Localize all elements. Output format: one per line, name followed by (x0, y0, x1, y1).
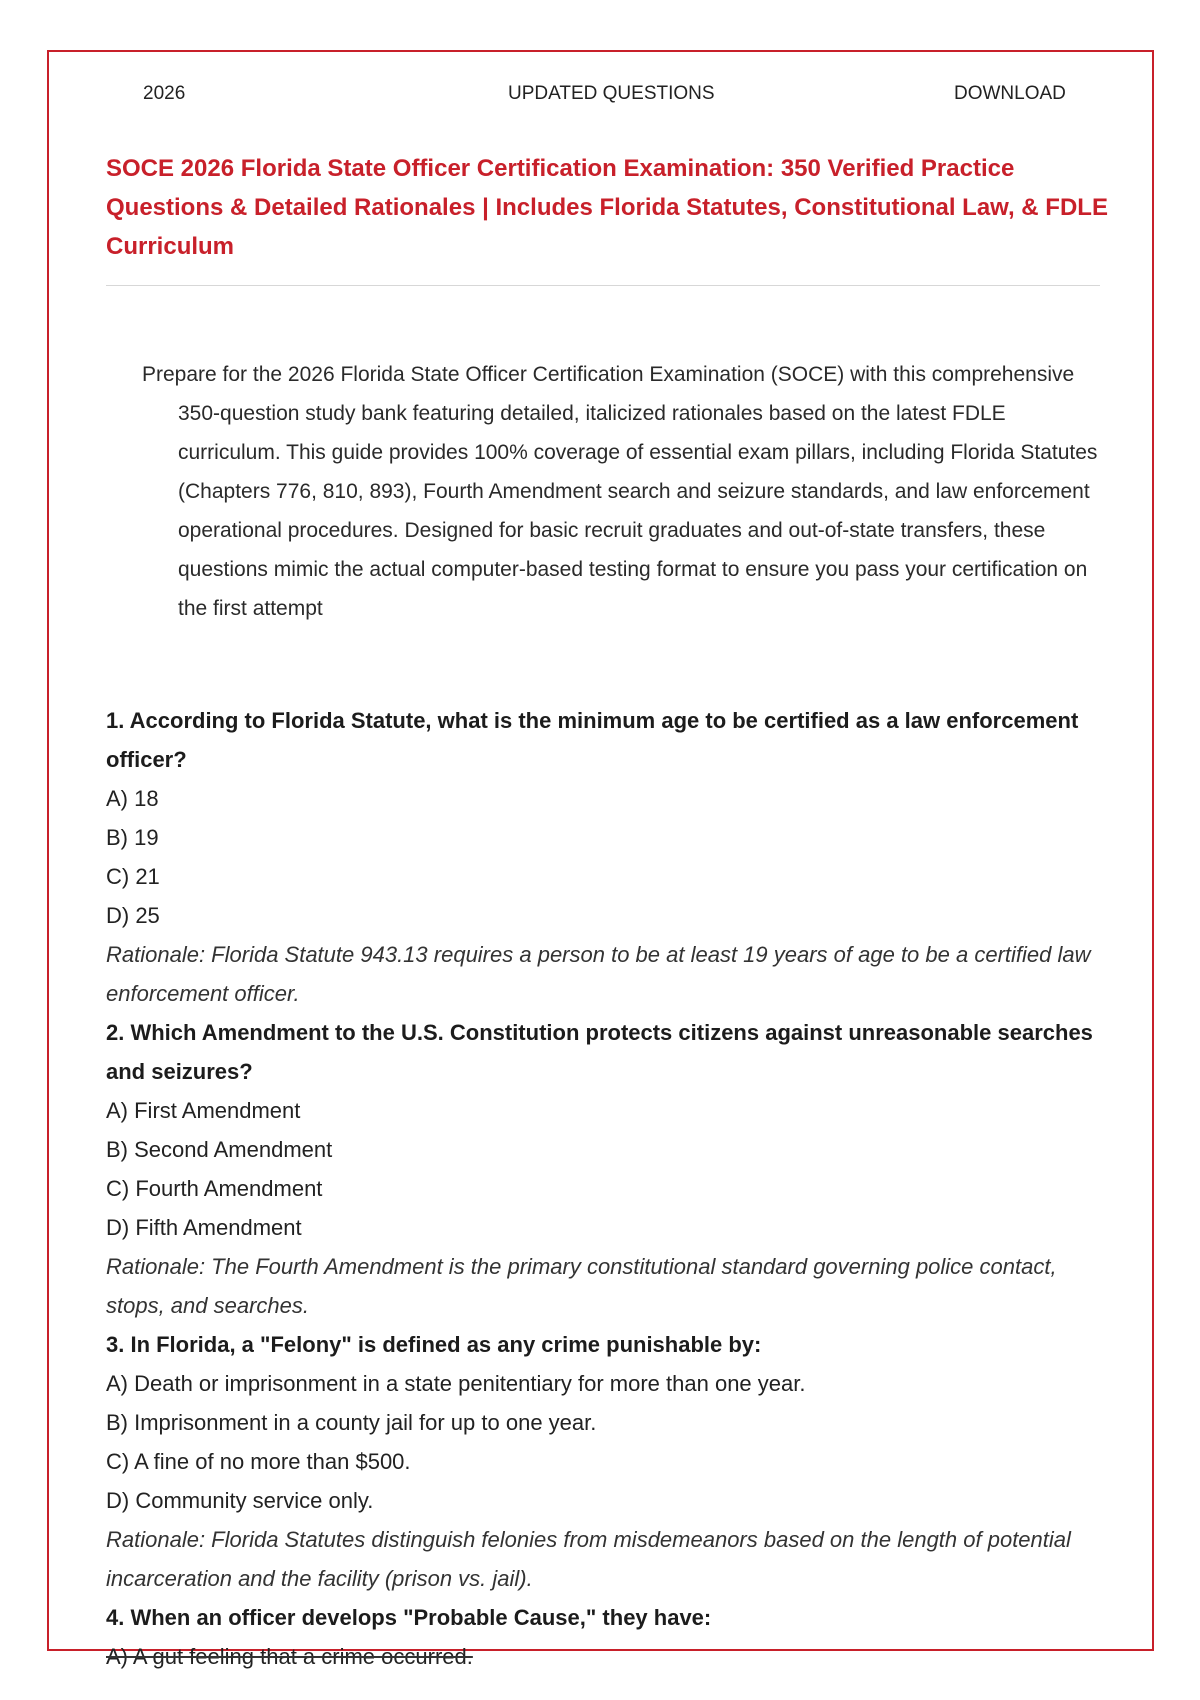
document-title: SOCE 2026 Florida State Officer Certification Examination: 350 Verified Practice Questions & Detailed Rationales | Includes Florida Statutes, Constitutional Law, & FDLE Curriculum (106, 155, 1108, 260)
answer-option: B) Second Amendment (106, 1137, 333, 1162)
answer-option: A) A gut feeling that a crime occurred. (106, 1644, 473, 1669)
page-header (0, 83, 1200, 107)
question-text: 4. When an officer develops "Probable Cause," they have: (106, 1605, 712, 1630)
intro-paragraph: Prepare for the 2026 Florida State Officer Certification Examination (SOCE) with this comprehensive 350-question study bank featuring detailed, italicized rationales based on the latest FDLE curriculum. This guide provides 100% coverage of essential exam pillars, including Florida Statutes (Chapters 776, 810, 893), Fourth Amendment search and seizure standards, and law enforcement operational procedures. Designed for basic recruit graduates and out-of-state transfers, these questions mimic the actual computer-based testing format to ensure you pass your certification on the first attempt (142, 363, 1098, 620)
rationale-text: Rationale: The Fourth Amendment is the primary constitutional standard governing police contact, stops, and searches. (106, 1254, 1057, 1318)
answer-option: C) Fourth Amendment (106, 1176, 323, 1201)
answer-option: D) 25 (106, 903, 160, 928)
answer-option: A) Death or imprisonment in a state penitentiary for more than one year. (106, 1371, 806, 1396)
answer-option: B) 19 (106, 825, 159, 850)
answer-option: D) Fifth Amendment (106, 1215, 302, 1240)
rationale-text: Rationale: Florida Statute 943.13 requires a person to be at least 19 years of age to be a certified law enforcement officer. (106, 942, 1091, 1006)
answer-option: C) A fine of no more than $500. (106, 1449, 411, 1474)
question-block (106, 1013, 1106, 1325)
answer-option: D) Community service only. (106, 1488, 374, 1513)
header-download: DOWNLOAD (954, 83, 1066, 104)
answer-option: A) 18 (106, 786, 159, 811)
rationale-text: Rationale: Florida Statutes distinguish felonies from misdemeanors based on the length of potential incarceration and the facility (prison vs. jail). (106, 1527, 1071, 1591)
question-text: 3. In Florida, a "Felony" is defined as any crime punishable by: (106, 1332, 762, 1357)
answer-option: C) 21 (106, 864, 160, 889)
header-year: 2026 (143, 83, 186, 104)
answer-option: A) First Amendment (106, 1098, 301, 1123)
title-divider (106, 285, 1100, 286)
header-updated-questions: UPDATED QUESTIONS (508, 83, 715, 104)
question-block (106, 1598, 1106, 1676)
question-list (106, 701, 1106, 1676)
question-text: 1. According to Florida Statute, what is the minimum age to be certified as a law enforcement officer? (106, 708, 1079, 772)
answer-option: B) Imprisonment in a county jail for up to one year. (106, 1410, 597, 1435)
question-block (106, 701, 1106, 1013)
question-block (106, 1325, 1106, 1598)
question-text: 2. Which Amendment to the U.S. Constitution protects citizens against unreasonable searches and seizures? (106, 1020, 1093, 1084)
